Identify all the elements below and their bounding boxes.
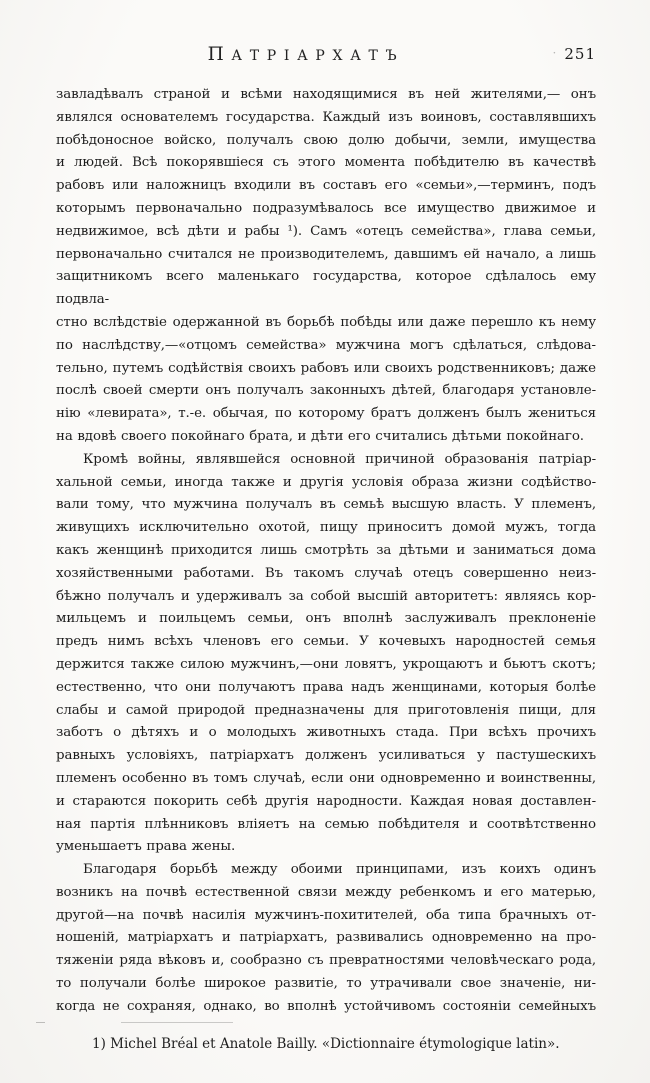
text-line: защитникомъ всего маленькаго государства, которое сдѣлалось ему подвла-	[56, 269, 596, 308]
text-line: Кромѣ войны, являвшейся основной причиной образованія патріар-	[83, 451, 596, 467]
text-line: первоначально считался не производителемъ, давшимъ ей начало, а лишь	[56, 246, 596, 262]
text-line: вали тому, что мужчина получалъ въ семьѣ высшую власть. У племенъ,	[56, 497, 596, 513]
running-title: ПАТРІАРХАТЪ	[207, 44, 405, 65]
text-line: стно вслѣдствіе одержанной въ борьбѣ побѣды или даже перешло къ нему	[56, 314, 596, 330]
text-line: равныхъ условіяхъ, патріархатъ долженъ усиливаться у пастушескихъ	[56, 748, 596, 764]
text-line: естественно, что они получаютъ права надъ женщинами, которыя болѣе	[56, 679, 596, 695]
page-number-group	[553, 45, 596, 63]
text-line: слабы и самой природой предназначены для приготовленія пищи, для	[56, 702, 596, 718]
text-line: побѣдоносное войско, получалъ свою долю добычи, земли, имущества	[56, 132, 596, 148]
text-line: недвижимое, всѣ дѣти и рабы ¹). Самъ «отецъ семейства», глава семьи,	[56, 223, 596, 239]
print-artifact-mark	[36, 1022, 45, 1023]
text-line: хальной семьи, иногда также и другія условія образа жизни содѣйство-	[56, 474, 596, 490]
text-line: являлся основателемъ государства. Каждый изъ воиновъ, составлявшихъ	[56, 109, 596, 125]
text-line: уменьшаетъ права жены.	[56, 839, 236, 855]
text-line: другой—на почвѣ насилія мужчинъ-похитителей, оба типа брачныхъ от-	[56, 907, 596, 923]
text-line: мильцемъ и поильцемъ семьи, онъ вполнѣ заслуживалъ преклоненіе	[56, 611, 596, 627]
text-line: ношеній, матріархатъ и патріархатъ, развивались одновременно на про-	[56, 930, 596, 946]
page-header	[56, 44, 596, 64]
text-line: тяженіи ряда вѣковъ и, сообразно съ превратностями человѣческаго рода,	[56, 953, 596, 969]
text-line: хозяйственными работами. Въ такомъ случаѣ отецъ совершенно неиз-	[56, 565, 596, 581]
text-line: предъ нимъ всѣхъ членовъ его семьи. У кочевыхъ народностей семья	[56, 634, 596, 650]
text-line: послѣ своей смерти онъ получалъ законныхъ дѣтей, благодаря установле-	[56, 383, 596, 399]
footnote	[56, 1034, 596, 1054]
text-line: по наслѣдству,—«отцомъ семейства» мужчина могъ сдѣлаться, слѣдова-	[56, 337, 596, 353]
text-line: тельно, путемъ содѣйствія своихъ рабовъ или своихъ родственниковъ; даже	[56, 360, 596, 376]
text-line: заботъ о дѣтяхъ и о молодыхъ животныхъ стада. При всѣхъ прочихъ	[56, 725, 596, 741]
text-line: то получали болѣе широкое развитіе, то утрачивали свое значеніе, ни-	[56, 976, 596, 992]
separator-rule	[121, 1022, 233, 1023]
page-number: 251	[564, 45, 596, 63]
text-line: племенъ особенно въ томъ случаѣ, если они одновременно и воинственны,	[56, 770, 596, 786]
body-text	[56, 84, 596, 1019]
text-line: когда не сохраняя, однако, во вполнѣ устойчивомъ состояніи семейныхъ	[56, 998, 596, 1014]
text-line: рабовъ или наложницъ входили въ составъ его «семьи»,—терминъ, подъ	[56, 178, 596, 194]
text-line: и людей. Всѣ покорявшіеся съ этого момента побѣдителю въ качествѣ	[56, 155, 596, 171]
text-line: держится также силою мужчинъ,—они ловятъ, укрощаютъ и бьютъ скотъ;	[56, 656, 596, 672]
print-artifact-dot: ·	[552, 46, 558, 60]
text-line: на вдовѣ своего покойнаго брата, и дѣти его считались дѣтьми покойнаго.	[56, 428, 584, 444]
text-line: и стараются покорить себѣ другія народности. Каждая новая доставлен-	[56, 793, 596, 809]
text-line: какъ женщинѣ приходится лишь смотрѣть за дѣтьми и заниматься дома	[56, 542, 596, 558]
text-line: ная партія плѣнниковъ вліяетъ на семью побѣдителя и соотвѣтственно	[56, 816, 596, 832]
text-line: возникъ на почвѣ естественной связи между ребенкомъ и его матерью,	[56, 884, 596, 900]
text-line: которымъ первоначально подразумѣвалось все имущество движимое и	[56, 200, 596, 216]
text-line: живущихъ исключительно охотой, пищу приноситъ домой мужъ, тогда	[56, 520, 596, 536]
footnote-text: 1) Michel Bréal et Anatole Bailly. «Dictionnaire étymologique latin».	[92, 1035, 560, 1052]
text-line: бѣжно получалъ и удерживалъ за собой высшій авторитетъ: являясь кор-	[56, 588, 596, 604]
text-line: Благодаря борьбѣ между обоими принципами, изъ коихъ одинъ	[83, 862, 596, 878]
text-line: нію «левирата», т.-е. обычая, по которому братъ долженъ былъ жениться	[56, 406, 596, 422]
footnote-separator	[56, 1021, 596, 1025]
text-line: завладѣвалъ страной и всѣми находящимися въ ней жителями,— онъ	[56, 87, 596, 102]
